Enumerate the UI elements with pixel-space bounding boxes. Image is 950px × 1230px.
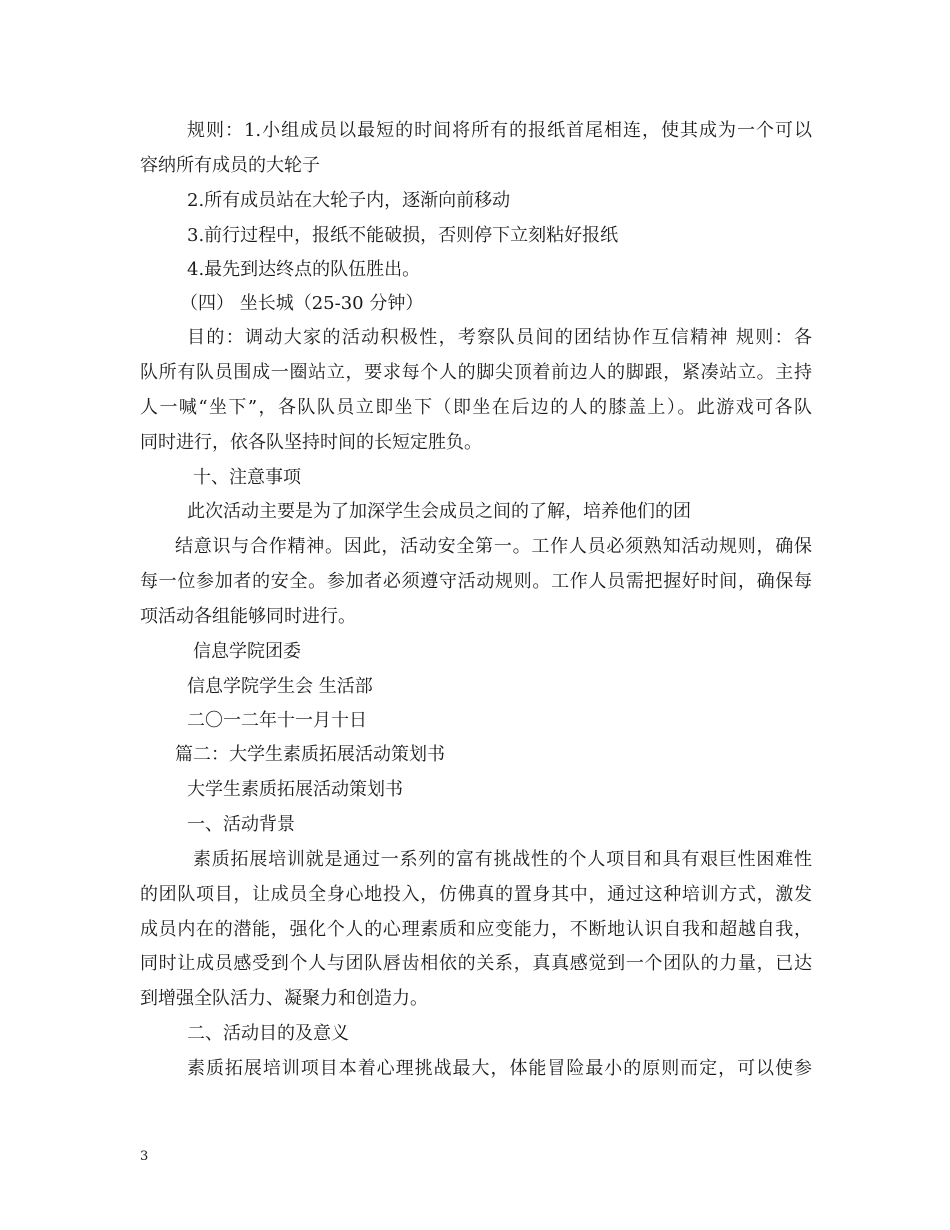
signature-line: 信息学院学生会 生活部 <box>187 676 373 697</box>
text-line: 3.前行过程中，报纸不能破损，否则停下立刻粘好报纸 <box>187 225 619 246</box>
section-heading: 一、活动背景 <box>187 814 295 835</box>
text-line: 的团队项目，让成员全身心地投入，仿佛真的置身其中，通过这种培训方式，激发 <box>140 884 812 905</box>
text-line: 同时进行，依各队坚持时间的长短定胜负。 <box>140 432 482 453</box>
document-title: 大学生素质拓展活动策划书 <box>187 779 403 800</box>
text-line: 规则：1.小组成员以最短的时间将所有的报纸首尾相连，使其成为一个可以 <box>187 120 812 141</box>
date-line: 二〇一二年十一月十日 <box>187 710 367 731</box>
text-line: 2.所有成员站在大轮子内，逐渐向前移动 <box>187 190 511 211</box>
signature-line: 信息学院团委 <box>193 641 301 662</box>
section-heading: 二、活动目的及意义 <box>187 1023 349 1044</box>
text-line: 同时让成员感受到个人与团队唇齿相依的关系，真真感觉到一个团队的力量，已达 <box>140 953 812 974</box>
text-line: 到增强全队活力、凝聚力和创造力。 <box>140 988 428 1009</box>
text-line: 项活动各组能够同时进行。 <box>140 606 356 627</box>
text-line: 人一喊“坐下”，各队队员立即坐下（即坐在后边的人的膝盖上）。此游戏可各队 <box>140 397 812 418</box>
chapter-heading: 篇二：大学生素质拓展活动策划书 <box>175 744 445 765</box>
text-line: 4.最先到达终点的队伍胜出。 <box>187 259 421 280</box>
text-line: 结意识与合作精神。因此，活动安全第一。工作人员必须熟知活动规则，确保 <box>175 536 812 557</box>
text-line: 此次活动主要是为了加深学生会成员之间的了解，培养他们的团 <box>187 501 691 522</box>
text-line: 目的：调动大家的活动积极性，考察队员间的团结协作互信精神 规则：各 <box>187 327 812 348</box>
text-line: 成员内在的潜能，强化个人的心理素质和应变能力，不断地认识自我和超越自我， <box>140 919 812 940</box>
section-heading: （四） 坐长城（25-30 分钟） <box>180 293 424 314</box>
text-line: 容纳所有成员的大轮子 <box>140 155 320 176</box>
text-line: 每一位参加者的安全。参加者必须遵守活动规则。工作人员需把握好时间，确保每 <box>140 571 812 592</box>
text-line: 素质拓展培训就是通过一系列的富有挑战性的个人项目和具有艰巨性困难性 <box>193 849 812 870</box>
page-number: 3 <box>140 1149 149 1164</box>
section-heading: 十、注意事项 <box>193 467 301 488</box>
text-line: 素质拓展培训项目本着心理挑战最大，体能冒险最小的原则而定，可以使参 <box>187 1058 812 1079</box>
text-line: 队所有队员围成一圈站立，要求每个人的脚尖顶着前边人的脚跟，紧凑站立。主持 <box>140 362 812 383</box>
